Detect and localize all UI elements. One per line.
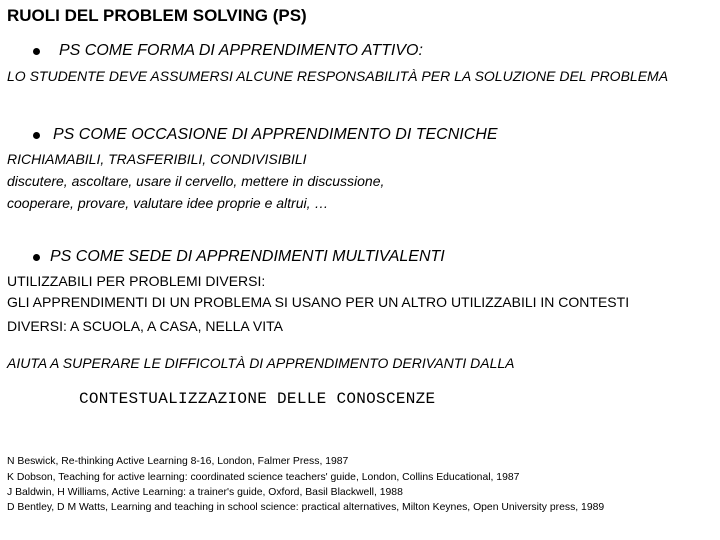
reference-item: D Bentley, D M Watts, Learning and teaching in school science: practical alternatives, Milton Keynes, Open University press, 1989 (7, 502, 605, 513)
bullet-icon (33, 132, 40, 139)
section-2-line-3: cooperare, provare, valutare idee proprie e altrui, … (7, 195, 329, 211)
section-3-line-1: UTILIZZABILI PER PROBLEMI DIVERSI: (7, 273, 266, 289)
reference-item: J Baldwin, H Williams, Active Learning: a trainer's guide, Oxford, Basil Blackwell, 1988 (7, 487, 403, 498)
section-2-line-2: discutere, ascoltare, usare il cervello, mettere in discussione, (7, 173, 385, 189)
section-1-heading: PS COME FORMA DI APPRENDIMENTO ATTIVO: (59, 42, 423, 59)
conclusion-text: CONTESTUALIZZAZIONE DELLE CONOSCENZE (79, 390, 436, 408)
section-3-line-3: DIVERSI: A SCUOLA, A CASA, NELLA VITA (7, 318, 283, 334)
section-3-line-2: GLI APPRENDIMENTI DI UN PROBLEMA SI USANO PER UN ALTRO UTILIZZABILI IN CONTESTI (7, 294, 630, 310)
section-1-line: LO STUDENTE DEVE ASSUMERSI ALCUNE RESPONSABILITÀ PER LA SOLUZIONE DEL PROBLEMA (7, 68, 669, 84)
section-3-heading-row (33, 248, 445, 266)
reference-item: K Dobson, Teaching for active learning: coordinated science teachers' guide, London, Collins Educational, 1987 (7, 472, 520, 483)
reference-item: N Beswick, Re-thinking Active Learning 8-16, London, Falmer Press, 1987 (7, 456, 349, 467)
section-1-heading-row (33, 42, 423, 60)
section-2-heading: PS COME OCCASIONE DI APPRENDIMENTO DI TECNICHE (53, 126, 498, 143)
page-title: RUOLI DEL PROBLEM SOLVING (PS) (7, 6, 307, 25)
section-3-heading: PS COME SEDE DI APPRENDIMENTI MULTIVALENTI (50, 248, 445, 265)
bullet-icon (33, 254, 40, 261)
section-2-heading-row (33, 126, 498, 144)
section-2-line-1: RICHIAMABILI, TRASFERIBILI, CONDIVISIBILI (7, 151, 307, 167)
aiuta-line: AIUTA A SUPERARE LE DIFFICOLTÀ DI APPRENDIMENTO DERIVANTI DALLA (7, 355, 515, 371)
bullet-icon (33, 48, 40, 55)
